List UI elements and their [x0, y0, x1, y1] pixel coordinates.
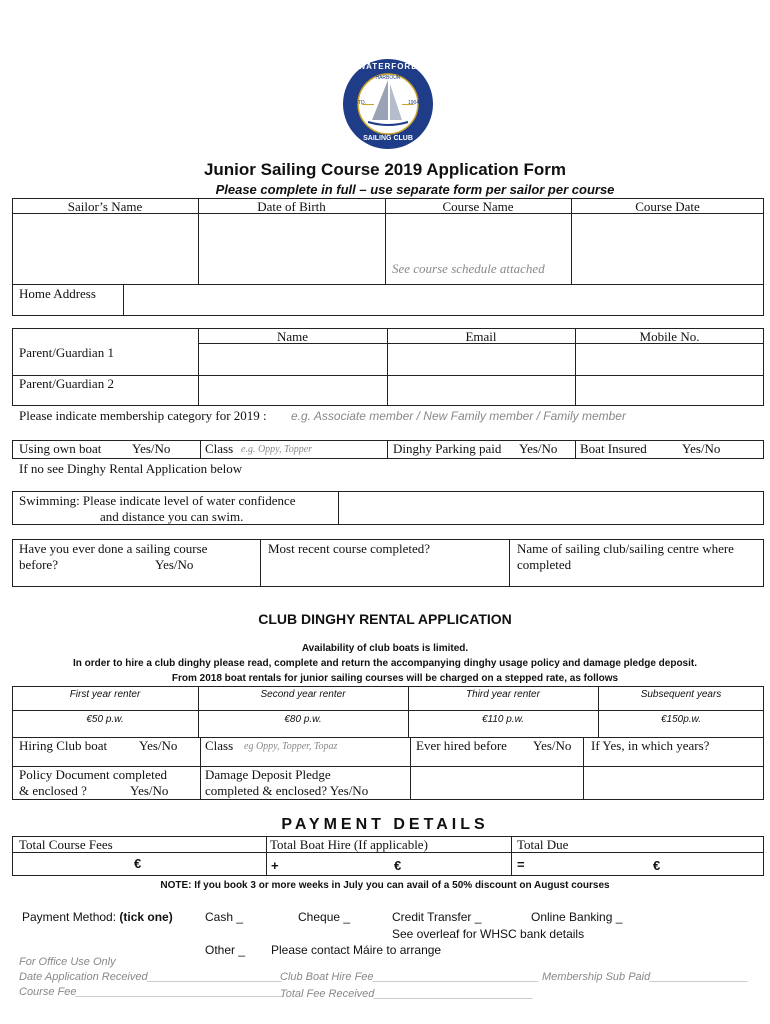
insured-yes-no[interactable]: Yes/No [682, 441, 721, 456]
rate-subsequent: €150p.w. [660, 714, 702, 725]
logo-sub-text: HARBOUR [375, 75, 401, 81]
header-guardian-mobile: Mobile No. [639, 329, 700, 344]
office-use-title: For Office Use Only [19, 956, 116, 968]
rate-second-year: €80 p.w. [284, 714, 322, 725]
prior-course-question-line1: Have you ever done a sailing course [19, 541, 208, 556]
logo-estd: ESTD. [351, 100, 366, 106]
total-due-euro[interactable]: € [653, 858, 661, 873]
parking-label: Dinghy Parking paid [393, 441, 502, 456]
course-date-field[interactable] [572, 214, 763, 283]
payment-method-label [22, 910, 173, 924]
august-discount-note: NOTE: If you book 3 or more weeks in July you can avail of a 50% discount on August courses [160, 880, 610, 891]
guardian-2-email-field[interactable] [388, 376, 574, 405]
header-sailor-name: Sailor’s Name [67, 199, 143, 214]
cheque-option[interactable]: Cheque _ [298, 910, 351, 924]
rental-instructions: In order to hire a club dinghy please read, complete and return the accompanying dinghy usage policy and damage pledge deposit. [72, 658, 697, 669]
course-fee-field[interactable]: Course Fee__________________________________ [19, 986, 285, 998]
home-address-label: Home Address [19, 286, 96, 301]
course-fee-euro[interactable]: € [134, 856, 142, 871]
recent-course-label: Most recent course completed? [268, 541, 431, 556]
credit-transfer-option[interactable]: Credit Transfer _ [392, 910, 482, 924]
header-total-boat-hire: Total Boat Hire (If applicable) [270, 837, 428, 852]
swimming-label-line2: and distance you can swim. [100, 509, 244, 524]
rate-first-year: €50 p.w. [86, 714, 124, 725]
contact-maire-note: Please contact Máire to arrange [271, 943, 442, 957]
guardian-2-name-field[interactable] [199, 376, 386, 405]
header-date-of-birth: Date of Birth [257, 199, 326, 214]
rate-header-third-year: Third year renter [466, 689, 540, 700]
ever-hired-yes-no[interactable]: Yes/No [533, 738, 572, 753]
bank-details-note: See overleaf for WHSC bank details [392, 927, 585, 941]
boat-class-hint[interactable]: e.g. Oppy, Topper [241, 444, 313, 455]
policy-document-line2: & enclosed ? [19, 783, 87, 798]
swimming-field[interactable] [339, 492, 763, 524]
date-received-field[interactable]: Date Application Received______________________ [19, 971, 283, 983]
hiring-club-boat-label: Hiring Club boat [19, 738, 108, 753]
cash-option[interactable]: Cash _ [205, 910, 244, 924]
prior-course-yes-no[interactable]: Yes/No [155, 557, 194, 572]
header-guardian-email: Email [465, 329, 497, 344]
rental-stepped-rate: From 2018 boat rentals for junior sailing courses will be charged on a stepped rate, as follows [171, 673, 619, 684]
online-banking-option[interactable]: Online Banking _ [531, 910, 623, 924]
policy-document-line1: Policy Document completed [19, 767, 168, 782]
boat-info-row [12, 440, 764, 459]
guardian-1-label: Parent/Guardian 1 [19, 345, 114, 360]
header-total-course-fees: Total Course Fees [19, 837, 113, 852]
rental-class-hint[interactable]: eg Oppy, Topper, Topaz [244, 741, 338, 752]
guardian-2-mobile-field[interactable] [576, 376, 763, 405]
deposit-pledge-line1: Damage Deposit Pledge [205, 767, 331, 782]
insured-label: Boat Insured [580, 441, 647, 456]
plus-sign: + [271, 858, 279, 873]
rate-header-subsequent: Subsequent years [640, 689, 722, 700]
rate-header-first-year: First year renter [69, 689, 141, 700]
deposit-pledge-line2[interactable]: completed & enclosed? Yes/No [205, 783, 369, 798]
guardian-2-label: Parent/Guardian 2 [19, 376, 114, 391]
header-course-date: Course Date [635, 199, 700, 214]
logo-year: 1904 [408, 100, 420, 106]
boat-hire-euro[interactable]: € [394, 858, 402, 873]
equals-sign: = [517, 857, 525, 872]
membership-label: Please indicate membership category for 2019 : [19, 408, 267, 423]
rate-header-second-year: Second year renter [260, 689, 346, 700]
policy-yes-no[interactable]: Yes/No [130, 783, 169, 798]
own-boat-label: Using own boat [19, 441, 102, 456]
club-logo [342, 58, 434, 150]
swimming-label-line1: Swimming: Please indicate level of water confidence [19, 493, 296, 508]
other-option[interactable]: Other _ [205, 943, 246, 957]
sailor-name-field[interactable] [13, 214, 197, 283]
total-fee-field[interactable]: Total Fee Received__________________________ [280, 988, 534, 1000]
rental-availability: Availability of club boats is limited. [301, 643, 469, 654]
prior-course-question-line2: before? [19, 557, 58, 572]
rate-third-year: €110 p.w. [481, 714, 525, 725]
home-address-field[interactable] [124, 285, 763, 315]
club-name-label-line1: Name of sailing club/sailing centre where [517, 541, 734, 556]
boat-hire-fee-field[interactable]: Club Boat Hire Fee___________________________ [280, 971, 539, 983]
payment-heading: PAYMENT DETAILS [281, 816, 489, 833]
date-of-birth-field[interactable] [199, 214, 384, 283]
form-subtitle: Please complete in full – use separate form per sailor per course [215, 182, 615, 197]
guardian-1-name-field[interactable] [199, 344, 386, 374]
header-total-due: Total Due [517, 837, 569, 852]
which-years-label: If Yes, in which years? [591, 738, 710, 753]
rental-note: If no see Dinghy Rental Application below [19, 461, 243, 476]
parking-yes-no[interactable]: Yes/No [519, 441, 558, 456]
course-schedule-hint: See course schedule attached [392, 261, 545, 276]
header-course-name: Course Name [442, 199, 514, 214]
form-title: Junior Sailing Course 2019 Application Form [203, 160, 567, 179]
club-name-label-line2: completed [517, 557, 572, 572]
guardian-1-mobile-field[interactable] [576, 344, 763, 374]
guardian-1-email-field[interactable] [388, 344, 574, 374]
payment-method-text: Payment Method: [22, 910, 120, 924]
own-boat-yes-no[interactable]: Yes/No [132, 441, 171, 456]
membership-hint[interactable]: e.g. Associate member / New Family member / Family member [291, 409, 626, 423]
boat-class-label: Class [205, 441, 234, 456]
rental-heading: CLUB DINGHY RENTAL APPLICATION [258, 611, 512, 627]
logo-bottom-text: SAILING CLUB [363, 135, 413, 142]
payment-method-tick: (tick one) [119, 910, 173, 924]
hiring-yes-no[interactable]: Yes/No [139, 738, 178, 753]
logo-top-text: WATERFORD [358, 62, 418, 71]
rental-class-label: Class [205, 738, 234, 753]
header-guardian-name: Name [276, 329, 309, 344]
membership-sub-field[interactable]: Membership Sub Paid________________ [542, 971, 749, 983]
ever-hired-label: Ever hired before [416, 738, 507, 753]
